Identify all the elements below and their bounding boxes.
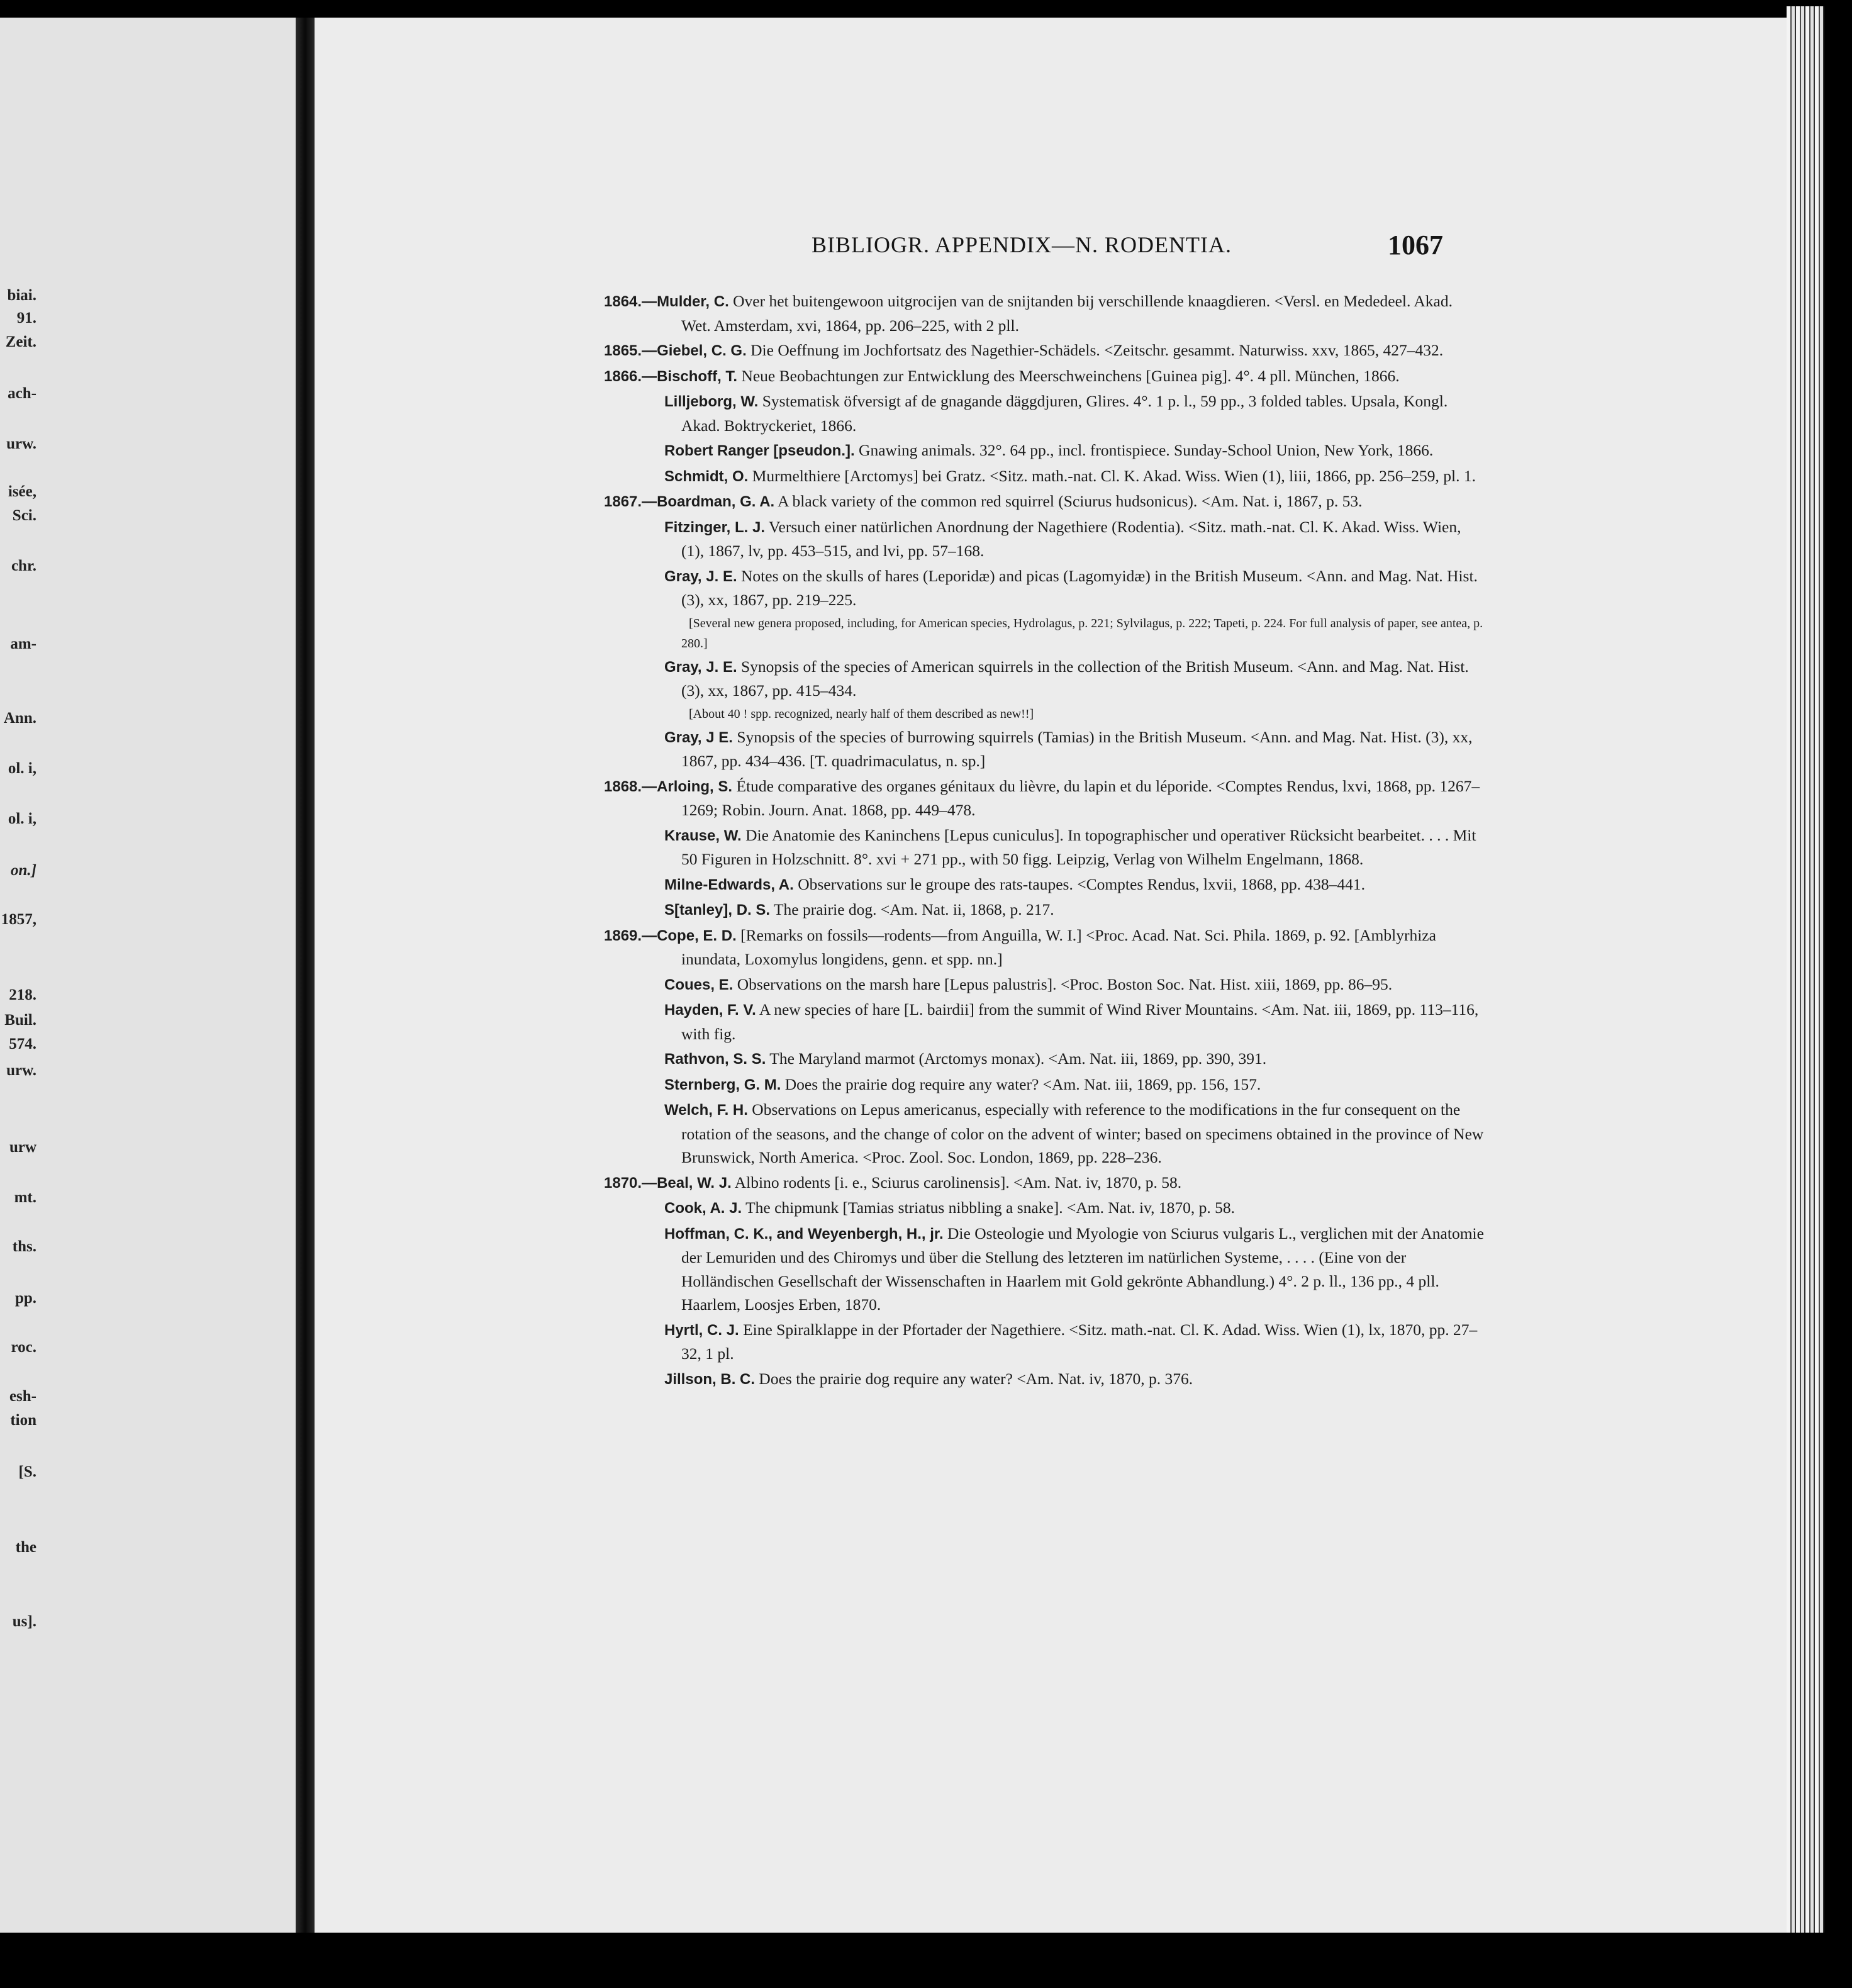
entry-author: Fitzinger, L. J. [664,518,766,536]
margin-fragment: ths. [12,1238,36,1255]
margin-fragment: ol. i, [8,810,36,827]
bibliography-entry [604,655,1485,703]
entry-author: Krause, W. [664,827,742,844]
margin-fragment: urw. [6,435,36,452]
margin-fragment: Zeit. [5,333,36,350]
margin-fragment: Buil. [4,1012,36,1029]
bibliography-entry [604,1171,1485,1195]
scan-border-top [0,0,1852,18]
margin-fragment: on.] [11,862,36,879]
entry-citation: Observations on the marsh hare [Lepus palustris]. <Proc. Boston Soc. Nat. Hist. xiii, 1869, pp. 86–95. [737,974,1393,993]
entry-citation: Die Osteologie und Myologie von Sciurus vulgaris L., verglichen mit der Anatomie der Lemuriden und des Chiromys und über die Stellung des letzteren im natürlichen Systeme, . . . . (Eine von der Holländischen Gesellschaft der Wissenschaften in Haarlem mit Gold gekrönte Abhandlung.) 4°. 2 p. ll., 136 pp., 4 pll. Haarlem, Loosjes Erben, 1870. [681,1224,1484,1314]
entry-author: Hoffman, C. K., and Weyenbergh, H., jr. [664,1225,944,1242]
entry-author: S[tanley], D. S. [664,902,771,919]
entry-author: Gray, J. E. [664,567,737,585]
entry-year: 1866.— [604,367,657,385]
margin-fragment: roc. [11,1339,36,1356]
margin-fragment: ol. i, [8,760,36,777]
entry-citation: Does the prairie dog require any water? <Am. Nat. iv, 1870, p. 376. [759,1369,1193,1388]
margin-fragment: Ann. [3,710,36,727]
entry-author: Coues, E. [664,976,734,993]
bibliography-entry [604,998,1485,1046]
bibliography-entry [604,774,1485,822]
entry-citation: Notes on the skulls of hares (Leporidæ) and picas (Lagomyidæ) in the British Museum. <Ann. and Mag. Nat. Hist. (3), xx, 1867, pp. 219–225. [681,566,1478,609]
margin-fragment: chr. [11,557,36,574]
book-gutter [296,18,315,1933]
margin-fragment: pp. [14,1290,36,1307]
entry-citation: The prairie dog. <Am. Nat. ii, 1868, p. 217. [773,900,1054,919]
entry-citation: Murmelthiere [Arctomys] bei Gratz. <Sitz. math.-nat. Cl. K. Akad. Wiss. Wien (1), liii, 1866, pp. 256–259, pl. 1. [752,466,1476,485]
scan-border-bottom [0,1933,1852,1988]
bibliography-entry [604,1098,1485,1170]
entry-author: Welch, F. H. [664,1102,748,1119]
entry-author: Hayden, F. V. [664,1002,756,1019]
bibliography-entry [604,289,1485,337]
entry-citation: Eine Spiralklappe in der Pfortader der Nagethiere. <Sitz. math.-nat. Cl. K. Adad. Wiss. Wien (1), lx, 1870, pp. 27–32, 1 pl. [681,1320,1478,1363]
entry-citation: Gnawing animals. 32°. 64 pp., incl. frontispiece. Sunday-School Union, New York, 1866. [859,441,1434,459]
margin-fragment: urw. [6,1062,36,1079]
margin-fragment: isée, [8,483,36,500]
bibliography-entry [604,464,1485,489]
bibliography-entry [604,725,1485,773]
entry-year: 1868.— [604,778,657,795]
bibliography-entry [604,389,1485,437]
margin-fragment: 91. [16,310,36,327]
bibliography-entry [604,338,1485,363]
entry-citation: Does the prairie dog require any water? <Am. Nat. iii, 1869, pp. 156, 157. [784,1075,1261,1093]
entry-author: Arloing, S. [657,778,733,795]
entry-citation: Observations sur le groupe des rats-taupes. <Comptes Rendus, lxvii, 1868, pp. 438–441. [798,874,1366,893]
entry-author: Cope, E. D. [657,927,737,944]
left-page-edge [0,18,296,1933]
page-edge-stack [1787,6,1824,1933]
entry-year: 1864.— [604,293,657,310]
entry-year: 1869.— [604,927,657,944]
bibliography-entry [604,1222,1485,1317]
entry-year: 1865.— [604,342,657,359]
entry-author: Beal, W. J. [657,1174,732,1192]
margin-fragment: [S. [18,1463,36,1480]
entry-author: Gray, J E. [664,729,733,746]
entry-citation: Systematisk öfversigt af de gnagande däggdjuren, Glires. 4°. 1 p. l., 59 pp., 3 folded tables. Upsala, Kongl. Akad. Boktryckeriet, 1866. [681,392,1448,435]
entry-author: Sternberg, G. M. [664,1076,781,1093]
entry-citation: Die Oeffnung im Jochfortsatz des Nagethier-Schädels. <Zeitschr. gesammt. Naturwiss. xxv, 1865, 427–432. [750,341,1444,359]
margin-fragment: mt. [14,1189,36,1206]
bibliography-entry [604,1196,1485,1220]
bibliography-entry [604,824,1485,871]
entry-citation: Neue Beobachtungen zur Entwicklung des Meerschweinchens [Guinea pig]. 4°. 4 pll. München, 1866. [741,366,1400,385]
entry-author: Giebel, C. G. [657,342,747,359]
page-number: 1067 [1388,230,1443,260]
entry-citation: Synopsis of the species of American squirrels in the collection of the British Museum. <Ann. and Mag. Nat. Hist. (3), xx, 1867, pp. 415–434. [681,657,1469,700]
bibliography-entry [604,564,1485,612]
entry-author: Cook, A. J. [664,1200,742,1217]
bibliography-entry [604,924,1485,971]
entry-author: Mulder, C. [657,293,729,310]
margin-fragment: us]. [12,1613,36,1630]
bibliography-entry [604,438,1485,463]
margin-fragment: esh- [9,1388,36,1405]
bibliography-entries [604,289,1485,1392]
margin-fragment: urw [9,1139,36,1156]
margin-fragment: Sci. [12,507,36,524]
margin-fragment: the [15,1539,36,1556]
margin-fragment: 574. [9,1036,36,1053]
entry-author: Schmidt, O. [664,467,749,485]
entry-author: Boardman, G. A. [657,493,775,510]
entry-citation: The chipmunk [Tamias striatus nibbling a snake]. <Am. Nat. iv, 1870, p. 58. [745,1198,1235,1217]
entry-note: [About 40 ! spp. recognized, nearly half of them described as new!!] [689,706,1034,721]
margin-fragment: biai. [7,287,36,304]
entry-author: Robert Ranger [pseudon.]. [664,442,855,459]
margin-fragment: tion [10,1412,36,1429]
bibliography-entry [604,515,1485,563]
entry-citation: A black variety of the common red squirrel (Sciurus hudsonicus). <Am. Nat. i, 1867, p. 53. [778,492,1363,510]
bibliography-entry [604,1318,1485,1366]
entry-citation: Étude comparative des organes génitaux du lièvre, du lapin et du léporide. <Comptes Rendus, lxvi, 1868, pp. 1267–1269; Robin. Journ. Anat. 1868, pp. 449–478. [681,776,1480,819]
entry-citation: Versuch einer natürlichen Anordnung der Nagethiere (Rodentia). <Sitz. math.-nat. Cl. K. Akad. Wiss. Wien, (1), 1867, lv, pp. 453–515, and lvi, pp. 57–168. [681,517,1461,560]
entry-citation: The Maryland marmot (Arctomys monax). <Am. Nat. iii, 1869, pp. 390, 391. [769,1049,1267,1068]
entry-author: Milne-Edwards, A. [664,876,794,893]
bibliography-entry [604,873,1485,897]
margin-fragment: am- [10,635,36,652]
bibliography-entry [604,973,1485,997]
entry-author: Hyrtl, C. J. [664,1321,739,1339]
entry-year: 1870.— [604,1174,657,1192]
bibliography-entry [604,1073,1485,1097]
bibliography-entry [604,364,1485,389]
entry-author: Gray, J. E. [664,658,737,676]
entry-author: Jillson, B. C. [664,1370,756,1388]
entry-citation: Observations on Lepus americanus, especially with reference to the modifications in the fur consequent on the rotation of the seasons, and the change of color on the advent of winter; based on specimens obtained in the province of New Brunswick, North America. <Proc. Zool. Soc. London, 1869, pp. 228–236. [681,1100,1484,1166]
bibliography-entry [604,1367,1485,1392]
entry-note: [Several new genera proposed, including, for American species, Hydrolagus, p. 221; Sylvilagus, p. 222; Tapeti, p. 224. For full analysis of paper, see antea, p. 280.] [681,616,1483,651]
bibliography-entry [604,898,1485,922]
entry-year: 1867.— [604,493,657,510]
entry-citation: Die Anatomie des Kaninchens [Lepus cuniculus]. In topographischer und operativer Rücksicht bearbeitet. . . . Mit 50 Figuren in Holzschnitt. 8°. xvi + 271 pp., with 50 figg. Leipzig, Verlag von Wilhelm Engelmann, 1868. [681,825,1476,868]
margin-fragment: ach- [8,385,36,402]
margin-fragment: 1857, [1,911,36,928]
scan-border-right [1824,0,1852,1988]
entry-citation: Over het buitengewoon uitgrocijen van de snijtanden bij verschillende knaagdieren. <Versl. en Mededeel. Akad. Wet. Amsterdam, xvi, 1864, pp. 206–225, with 2 pll. [681,292,1453,335]
entry-citation: Synopsis of the species of burrowing squirrels (Tamias) in the British Museum. <Ann. and Mag. Nat. Hist. (3), xx, 1867, pp. 434–436. [T. quadrimaculatus, n. sp.] [681,727,1473,770]
running-head: BIBLIOGR. APPENDIX—N. RODENTIA. [812,232,1232,257]
bibliography-entry [604,1047,1485,1071]
entry-citation: Albino rodents [i. e., Sciurus carolinensis]. <Am. Nat. iv, 1870, p. 58. [734,1173,1182,1192]
margin-fragment: 218. [9,986,36,1003]
bibliography-entry [604,489,1485,514]
entry-author: Rathvon, S. S. [664,1051,766,1068]
entry-citation: [Remarks on fossils—rodents—from Anguilla, W. I.] <Proc. Acad. Nat. Sci. Phila. 1869, p. 92. [Amblyrhiza inundata, Loxomylus longidens, genn. et spp. nn.] [681,925,1436,968]
entry-author: Lilljeborg, W. [664,393,759,410]
entry-author: Bischoff, T. [657,367,738,385]
entry-citation: A new species of hare [L. bairdii] from the summit of Wind River Mountains. <Am. Nat. iii, 1869, pp. 113–116, with fig. [681,1000,1479,1043]
